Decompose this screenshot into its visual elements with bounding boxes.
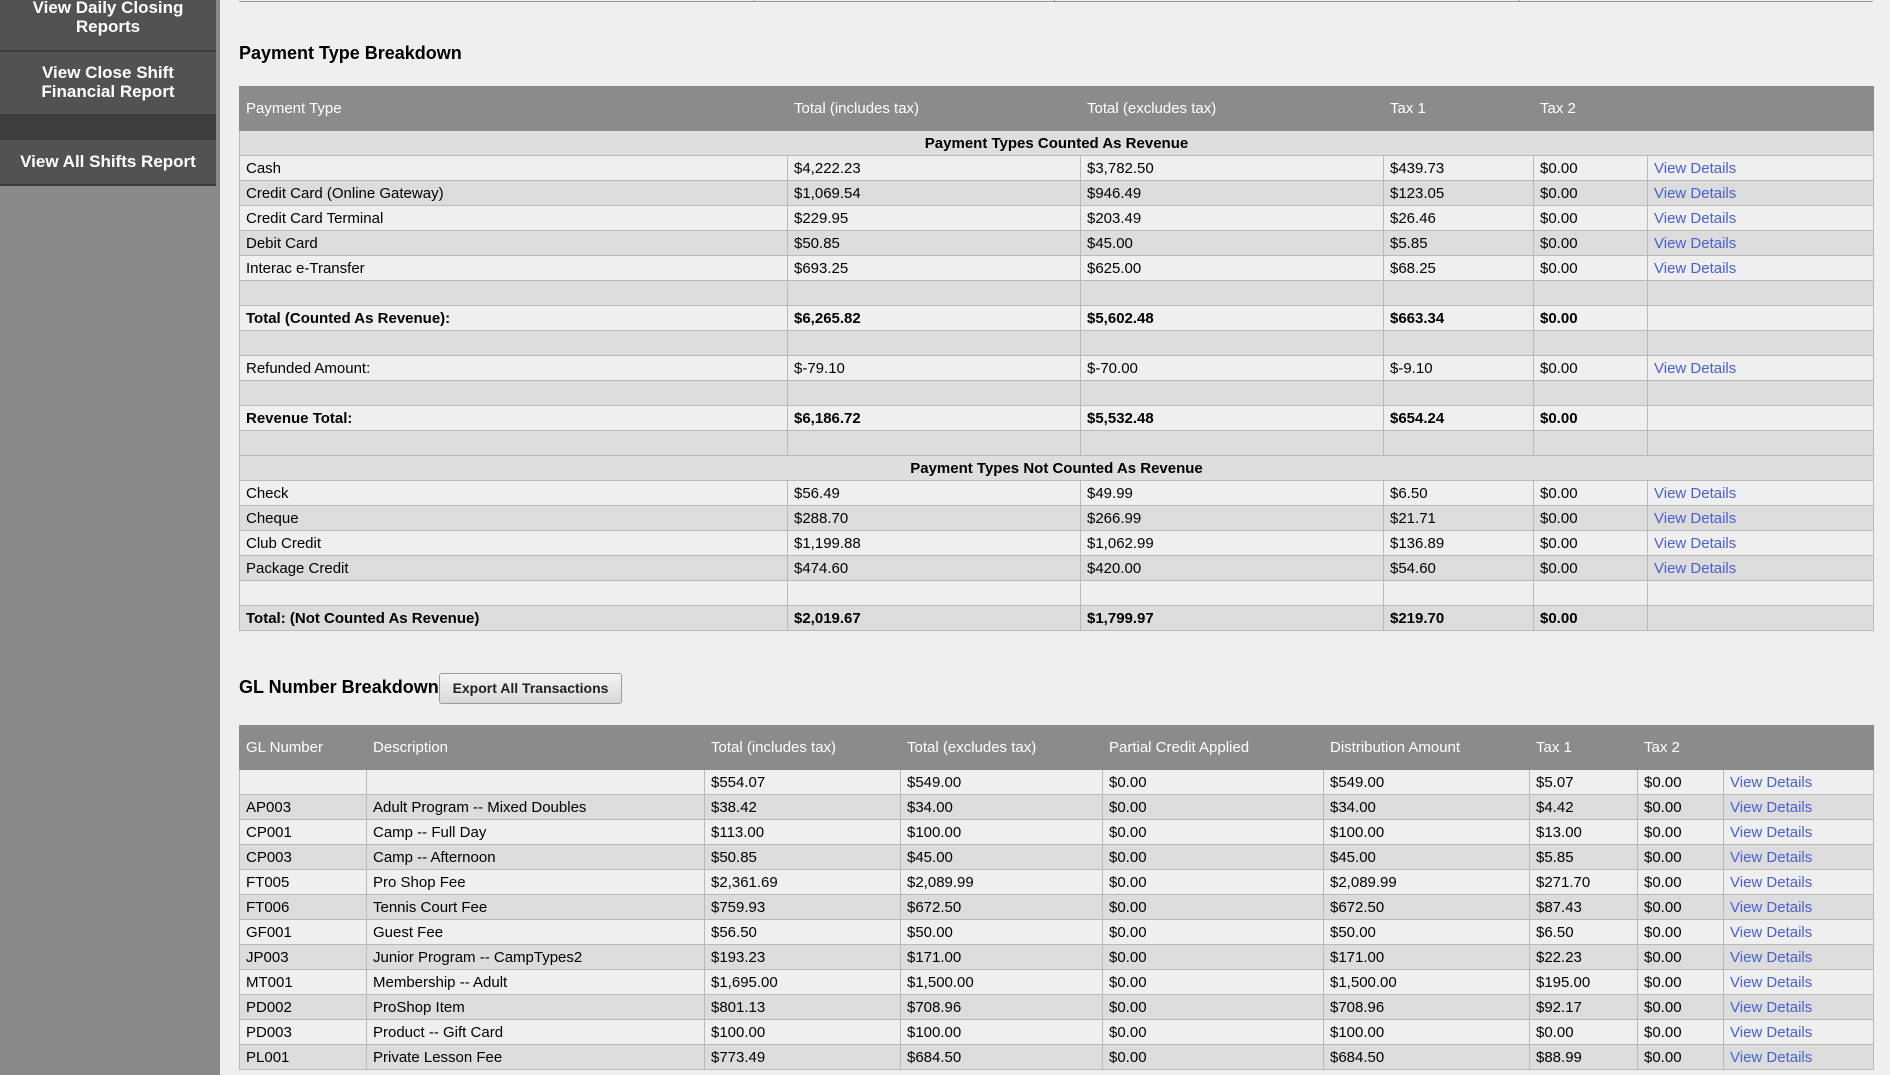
table-row bbox=[240, 945, 1874, 970]
view-details-cell bbox=[1648, 156, 1874, 181]
table-row bbox=[240, 181, 1874, 206]
tax1-cell: $92.17 bbox=[1530, 995, 1638, 1020]
partial-credit-cell: $0.00 bbox=[1103, 970, 1324, 995]
table-header-row bbox=[240, 87, 1874, 131]
gl-number-cell: FT005 bbox=[240, 870, 367, 895]
section-header: Payment Types Counted As Revenue bbox=[240, 131, 1874, 156]
tax1-cell: $136.89 bbox=[1384, 531, 1534, 556]
payment-type-cell: Interac e-Transfer bbox=[240, 256, 788, 281]
tax1-cell: $5.85 bbox=[1530, 845, 1638, 870]
payment-type-cell: Credit Card (Online Gateway) bbox=[240, 181, 788, 206]
tax2-cell: $0.00 bbox=[1534, 556, 1648, 581]
total-incl-cell: $2,019.67 bbox=[788, 606, 1081, 631]
table-row bbox=[240, 820, 1874, 845]
tax1-cell: $6.50 bbox=[1530, 920, 1638, 945]
column-header: GL Number bbox=[240, 726, 367, 770]
table-row bbox=[240, 770, 1874, 795]
distribution-amount-cell: $45.00 bbox=[1324, 845, 1530, 870]
view-details-cell bbox=[1724, 920, 1874, 945]
column-header: Description bbox=[367, 726, 705, 770]
table-row bbox=[240, 556, 1874, 581]
tax1-cell: $22.23 bbox=[1530, 945, 1638, 970]
tax1-cell: $88.99 bbox=[1530, 1045, 1638, 1070]
view-details-cell bbox=[1724, 770, 1874, 795]
payment-type-cell: Package Credit bbox=[240, 556, 788, 581]
total-excl-cell: $3,782.50 bbox=[1081, 156, 1384, 181]
distribution-amount-cell: $672.50 bbox=[1324, 895, 1530, 920]
gl-number-cell: AP003 bbox=[240, 795, 367, 820]
tax2-cell: $0.00 bbox=[1534, 606, 1648, 631]
partial-credit-cell: $0.00 bbox=[1103, 945, 1324, 970]
view-details-link[interactable]: View Details bbox=[1730, 923, 1813, 941]
gl-number-cell: PD002 bbox=[240, 995, 367, 1020]
total-excl-cell: $946.49 bbox=[1081, 181, 1384, 206]
total-excl-cell: $203.49 bbox=[1081, 206, 1384, 231]
view-details-link[interactable]: View Details bbox=[1654, 234, 1737, 252]
column-header: Distribution Amount bbox=[1324, 726, 1530, 770]
total-incl-cell: $693.25 bbox=[788, 256, 1081, 281]
description-cell: Camp -- Afternoon bbox=[367, 845, 705, 870]
total-excl-cell: $100.00 bbox=[901, 1020, 1103, 1045]
tax2-cell: $0.00 bbox=[1534, 406, 1648, 431]
description-cell: Guest Fee bbox=[367, 920, 705, 945]
tax1-cell: $663.34 bbox=[1384, 306, 1534, 331]
distribution-amount-cell: $1,500.00 bbox=[1324, 970, 1530, 995]
view-details-link[interactable]: View Details bbox=[1654, 184, 1737, 202]
description-cell: Product -- Gift Card bbox=[367, 1020, 705, 1045]
refunded-label: Refunded Amount: bbox=[240, 356, 788, 381]
gl-number-cell: JP003 bbox=[240, 945, 367, 970]
view-details-cell bbox=[1648, 481, 1874, 506]
view-details-link[interactable]: View Details bbox=[1730, 948, 1813, 966]
total-excl-cell: $684.50 bbox=[901, 1045, 1103, 1070]
view-details-link[interactable]: View Details bbox=[1730, 998, 1813, 1016]
distribution-amount-cell: $100.00 bbox=[1324, 1020, 1530, 1045]
total-excl-cell: $420.00 bbox=[1081, 556, 1384, 581]
gl-number-cell: FT006 bbox=[240, 895, 367, 920]
payment-type-cell: Debit Card bbox=[240, 231, 788, 256]
payment-type-cell: Credit Card Terminal bbox=[240, 206, 788, 231]
view-details-cell bbox=[1648, 256, 1874, 281]
table-row bbox=[240, 156, 1874, 181]
total-excl-cell: $5,602.48 bbox=[1081, 306, 1384, 331]
tax1-cell: $5.85 bbox=[1384, 231, 1534, 256]
tax1-cell: $6.50 bbox=[1384, 481, 1534, 506]
tax1-cell: $54.60 bbox=[1384, 556, 1534, 581]
table-row bbox=[240, 795, 1874, 820]
distribution-amount-cell: $708.96 bbox=[1324, 995, 1530, 1020]
tax1-cell: $271.70 bbox=[1530, 870, 1638, 895]
refunded-row bbox=[240, 356, 1874, 381]
payment-type-cell: Cash bbox=[240, 156, 788, 181]
total-incl-cell: $2,361.69 bbox=[705, 870, 901, 895]
view-details-link[interactable]: View Details bbox=[1654, 159, 1737, 177]
total-excl-cell: $171.00 bbox=[901, 945, 1103, 970]
description-cell: ProShop Item bbox=[367, 995, 705, 1020]
view-details-cell bbox=[1724, 1045, 1874, 1070]
table-row bbox=[240, 481, 1874, 506]
tax2-cell: $0.00 bbox=[1638, 820, 1724, 845]
view-details-link[interactable]: View Details bbox=[1730, 1048, 1813, 1066]
view-details-cell bbox=[1724, 870, 1874, 895]
total-excl-cell: $5,532.48 bbox=[1081, 406, 1384, 431]
description-cell: Membership -- Adult bbox=[367, 970, 705, 995]
total-label: Total: (Not Counted As Revenue) bbox=[240, 606, 788, 631]
total-label: Total (Counted As Revenue): bbox=[240, 306, 788, 331]
sidebar-item-label: View All Shifts Report bbox=[20, 152, 196, 171]
payment-type-table bbox=[239, 86, 1874, 631]
total-excl-cell: $45.00 bbox=[1081, 231, 1384, 256]
view-details-link[interactable]: View Details bbox=[1654, 359, 1737, 377]
column-header: Tax 2 bbox=[1638, 726, 1724, 770]
view-details-link[interactable]: View Details bbox=[1730, 773, 1813, 791]
view-details-cell bbox=[1724, 945, 1874, 970]
tax1-cell: $68.25 bbox=[1384, 256, 1534, 281]
tax2-cell: $0.00 bbox=[1638, 1045, 1724, 1070]
sidebar-item-close-shift-financial-report[interactable] bbox=[0, 52, 216, 116]
tax2-cell: $0.00 bbox=[1638, 770, 1724, 795]
view-details-link[interactable]: View Details bbox=[1730, 823, 1813, 841]
gl-number-cell: PD003 bbox=[240, 1020, 367, 1045]
tax1-cell: $439.73 bbox=[1384, 156, 1534, 181]
table-row bbox=[240, 531, 1874, 556]
spacer-row bbox=[240, 331, 1874, 356]
tax1-cell: $87.43 bbox=[1530, 895, 1638, 920]
tax2-cell: $0.00 bbox=[1638, 920, 1724, 945]
view-details-cell bbox=[1724, 820, 1874, 845]
view-details-cell bbox=[1648, 181, 1874, 206]
spacer-row bbox=[240, 431, 1874, 456]
payment-type-cell: Cheque bbox=[240, 506, 788, 531]
previous-table-bottom-border bbox=[239, 0, 1873, 2]
view-details-link[interactable]: View Details bbox=[1730, 973, 1813, 991]
total-incl-cell: $113.00 bbox=[705, 820, 901, 845]
gl-number-cell: MT001 bbox=[240, 970, 367, 995]
total-row bbox=[240, 606, 1874, 631]
gl-number-cell: CP003 bbox=[240, 845, 367, 870]
total-incl-cell: $554.07 bbox=[705, 770, 901, 795]
total-incl-cell: $56.49 bbox=[788, 481, 1081, 506]
total-incl-cell: $4,222.23 bbox=[788, 156, 1081, 181]
total-excl-cell: $708.96 bbox=[901, 995, 1103, 1020]
spacer-row bbox=[240, 581, 1874, 606]
table-row bbox=[240, 995, 1874, 1020]
view-details-cell bbox=[1648, 531, 1874, 556]
gl-number-cell: CP001 bbox=[240, 820, 367, 845]
total-excl-cell: $266.99 bbox=[1081, 506, 1384, 531]
tax1-cell: $654.24 bbox=[1384, 406, 1534, 431]
column-header bbox=[1724, 726, 1874, 770]
tax2-cell: $0.00 bbox=[1534, 206, 1648, 231]
view-details-link[interactable]: View Details bbox=[1730, 873, 1813, 891]
distribution-amount-cell: $100.00 bbox=[1324, 820, 1530, 845]
view-details-link[interactable]: View Details bbox=[1730, 1023, 1813, 1041]
tax1-cell: $13.00 bbox=[1530, 820, 1638, 845]
total-incl-cell: $6,186.72 bbox=[788, 406, 1081, 431]
tax2-cell: $0.00 bbox=[1638, 895, 1724, 920]
description-cell: Adult Program -- Mixed Doubles bbox=[367, 795, 705, 820]
total-excl-cell: $100.00 bbox=[901, 820, 1103, 845]
table-row bbox=[240, 206, 1874, 231]
view-details-link[interactable]: View Details bbox=[1654, 209, 1737, 227]
payment-type-cell: Club Credit bbox=[240, 531, 788, 556]
partial-credit-cell: $0.00 bbox=[1103, 795, 1324, 820]
column-header: Total (excludes tax) bbox=[901, 726, 1103, 770]
total-incl-cell: $1,069.54 bbox=[788, 181, 1081, 206]
total-excl-cell: $45.00 bbox=[901, 845, 1103, 870]
tax2-cell: $0.00 bbox=[1638, 995, 1724, 1020]
table-row bbox=[240, 895, 1874, 920]
partial-credit-cell: $0.00 bbox=[1103, 870, 1324, 895]
tax2-cell: $0.00 bbox=[1534, 156, 1648, 181]
total-excl-cell: $625.00 bbox=[1081, 256, 1384, 281]
revenue-total-row bbox=[240, 406, 1874, 431]
view-details-link[interactable]: View Details bbox=[1654, 259, 1737, 277]
view-details-cell bbox=[1724, 845, 1874, 870]
view-details-cell bbox=[1724, 895, 1874, 920]
section-header-row bbox=[240, 456, 1874, 481]
section-header-row bbox=[240, 131, 1874, 156]
view-details-cell bbox=[1724, 795, 1874, 820]
gl-number-cell: GF001 bbox=[240, 920, 367, 945]
tax1-cell: $123.05 bbox=[1384, 181, 1534, 206]
tax2-cell: $0.00 bbox=[1534, 231, 1648, 256]
total-incl-cell: $38.42 bbox=[705, 795, 901, 820]
view-details-cell bbox=[1648, 556, 1874, 581]
tax2-cell: $0.00 bbox=[1638, 970, 1724, 995]
table-row bbox=[240, 920, 1874, 945]
table-row bbox=[240, 231, 1874, 256]
tax2-cell: $0.00 bbox=[1638, 945, 1724, 970]
tax1-cell: $5.07 bbox=[1530, 770, 1638, 795]
tax2-cell: $0.00 bbox=[1534, 306, 1648, 331]
total-incl-cell: $1,199.88 bbox=[788, 531, 1081, 556]
description-cell bbox=[367, 770, 705, 795]
tax2-cell: $0.00 bbox=[1534, 481, 1648, 506]
partial-credit-cell: $0.00 bbox=[1103, 995, 1324, 1020]
total-incl-cell: $100.00 bbox=[705, 1020, 901, 1045]
tax1-cell: $219.70 bbox=[1384, 606, 1534, 631]
view-details-link[interactable]: View Details bbox=[1654, 509, 1737, 527]
view-details-link[interactable]: View Details bbox=[1730, 848, 1813, 866]
column-header: Tax 1 bbox=[1384, 87, 1534, 131]
table-row bbox=[240, 1045, 1874, 1070]
tax1-cell: $195.00 bbox=[1530, 970, 1638, 995]
description-cell: Junior Program -- CampTypes2 bbox=[367, 945, 705, 970]
table-row bbox=[240, 506, 1874, 531]
view-details-cell bbox=[1648, 506, 1874, 531]
total-excl-cell: $672.50 bbox=[901, 895, 1103, 920]
sidebar-item-all-shifts-report[interactable] bbox=[0, 140, 216, 186]
partial-credit-cell: $0.00 bbox=[1103, 920, 1324, 945]
sidebar-divider bbox=[0, 116, 216, 140]
column-header: Total (excludes tax) bbox=[1081, 87, 1384, 131]
view-details-link[interactable]: View Details bbox=[1730, 898, 1813, 916]
section-header: Payment Types Not Counted As Revenue bbox=[240, 456, 1874, 481]
partial-credit-cell: $0.00 bbox=[1103, 770, 1324, 795]
total-excl-cell: $2,089.99 bbox=[901, 870, 1103, 895]
table-header-row bbox=[240, 726, 1874, 770]
tax2-cell: $0.00 bbox=[1534, 356, 1648, 381]
tax2-cell: $0.00 bbox=[1534, 256, 1648, 281]
table-row bbox=[240, 1020, 1874, 1045]
view-details-link[interactable]: View Details bbox=[1654, 559, 1737, 577]
tax2-cell: $0.00 bbox=[1534, 531, 1648, 556]
distribution-amount-cell: $171.00 bbox=[1324, 945, 1530, 970]
total-incl-cell: $50.85 bbox=[705, 845, 901, 870]
gl-number-cell bbox=[240, 770, 367, 795]
view-details-cell bbox=[1724, 970, 1874, 995]
description-cell: Pro Shop Fee bbox=[367, 870, 705, 895]
tax2-cell: $0.00 bbox=[1638, 1020, 1724, 1045]
total-incl-cell: $1,695.00 bbox=[705, 970, 901, 995]
tax1-cell: $-9.10 bbox=[1384, 356, 1534, 381]
tax2-cell: $0.00 bbox=[1534, 506, 1648, 531]
total-incl-cell: $801.13 bbox=[705, 995, 901, 1020]
tax2-cell: $0.00 bbox=[1638, 870, 1724, 895]
view-details-cell bbox=[1724, 1020, 1874, 1045]
total-incl-cell: $-79.10 bbox=[788, 356, 1081, 381]
total-incl-cell: $759.93 bbox=[705, 895, 901, 920]
partial-credit-cell: $0.00 bbox=[1103, 845, 1324, 870]
table-row bbox=[240, 845, 1874, 870]
view-details-cell bbox=[1648, 231, 1874, 256]
total-incl-cell: $50.85 bbox=[788, 231, 1081, 256]
total-incl-cell: $229.95 bbox=[788, 206, 1081, 231]
partial-credit-cell: $0.00 bbox=[1103, 1045, 1324, 1070]
tax1-cell: $0.00 bbox=[1530, 1020, 1638, 1045]
sidebar-item-daily-closing-reports[interactable] bbox=[0, 0, 216, 52]
total-incl-cell: $288.70 bbox=[788, 506, 1081, 531]
total-excl-cell: $1,799.97 bbox=[1081, 606, 1384, 631]
view-details-link[interactable]: View Details bbox=[1654, 534, 1737, 552]
total-incl-cell: $193.23 bbox=[705, 945, 901, 970]
sidebar-item-label: View Close Shift Financial Report bbox=[41, 63, 175, 101]
description-cell: Camp -- Full Day bbox=[367, 820, 705, 845]
view-details-link[interactable]: View Details bbox=[1654, 484, 1737, 502]
total-excl-cell: $34.00 bbox=[901, 795, 1103, 820]
total-excl-cell: $549.00 bbox=[901, 770, 1103, 795]
tax1-cell: $26.46 bbox=[1384, 206, 1534, 231]
view-details-link[interactable]: View Details bbox=[1730, 798, 1813, 816]
gl-number-cell: PL001 bbox=[240, 1045, 367, 1070]
column-header: Total (includes tax) bbox=[705, 726, 901, 770]
tax2-cell: $0.00 bbox=[1638, 795, 1724, 820]
column-header: Tax 2 bbox=[1534, 87, 1648, 131]
description-cell: Tennis Court Fee bbox=[367, 895, 705, 920]
partial-credit-cell: $0.00 bbox=[1103, 820, 1324, 845]
sidebar bbox=[0, 0, 220, 1075]
partial-credit-cell: $0.00 bbox=[1103, 895, 1324, 920]
column-header: Payment Type bbox=[240, 87, 788, 131]
distribution-amount-cell: $50.00 bbox=[1324, 920, 1530, 945]
distribution-amount-cell: $2,089.99 bbox=[1324, 870, 1530, 895]
total-incl-cell: $474.60 bbox=[788, 556, 1081, 581]
total-incl-cell: $6,265.82 bbox=[788, 306, 1081, 331]
column-header: Tax 1 bbox=[1530, 726, 1638, 770]
total-excl-cell: $49.99 bbox=[1081, 481, 1384, 506]
payment-type-cell: Check bbox=[240, 481, 788, 506]
total-incl-cell: $773.49 bbox=[705, 1045, 901, 1070]
tax1-cell: $21.71 bbox=[1384, 506, 1534, 531]
table-row bbox=[240, 256, 1874, 281]
spacer-row bbox=[240, 281, 1874, 306]
tax2-cell: $0.00 bbox=[1638, 845, 1724, 870]
export-all-transactions-button[interactable]: Export All Transactions bbox=[439, 673, 622, 704]
table-row bbox=[240, 870, 1874, 895]
total-row bbox=[240, 306, 1874, 331]
gl-number-breakdown-title: GL Number Breakdown bbox=[239, 677, 439, 697]
payment-type-breakdown-title: Payment Type Breakdown bbox=[239, 43, 462, 63]
spacer-row bbox=[240, 381, 1874, 406]
column-header bbox=[1648, 87, 1874, 131]
tax2-cell: $0.00 bbox=[1534, 181, 1648, 206]
total-excl-cell: $-70.00 bbox=[1081, 356, 1384, 381]
gl-number-table bbox=[239, 725, 1874, 1070]
total-excl-cell: $50.00 bbox=[901, 920, 1103, 945]
sidebar-item-label: View Daily Closing Reports bbox=[32, 0, 184, 36]
total-excl-cell: $1,500.00 bbox=[901, 970, 1103, 995]
table-row bbox=[240, 970, 1874, 995]
description-cell: Private Lesson Fee bbox=[367, 1045, 705, 1070]
total-excl-cell: $1,062.99 bbox=[1081, 531, 1384, 556]
distribution-amount-cell: $549.00 bbox=[1324, 770, 1530, 795]
distribution-amount-cell: $684.50 bbox=[1324, 1045, 1530, 1070]
view-details-cell bbox=[1648, 206, 1874, 231]
column-header: Total (includes tax) bbox=[788, 87, 1081, 131]
total-label: Revenue Total: bbox=[240, 406, 788, 431]
tax1-cell: $4.42 bbox=[1530, 795, 1638, 820]
total-incl-cell: $56.50 bbox=[705, 920, 901, 945]
distribution-amount-cell: $34.00 bbox=[1324, 795, 1530, 820]
view-details-cell bbox=[1648, 356, 1874, 381]
column-header: Partial Credit Applied bbox=[1103, 726, 1324, 770]
view-details-cell bbox=[1724, 995, 1874, 1020]
partial-credit-cell: $0.00 bbox=[1103, 1020, 1324, 1045]
